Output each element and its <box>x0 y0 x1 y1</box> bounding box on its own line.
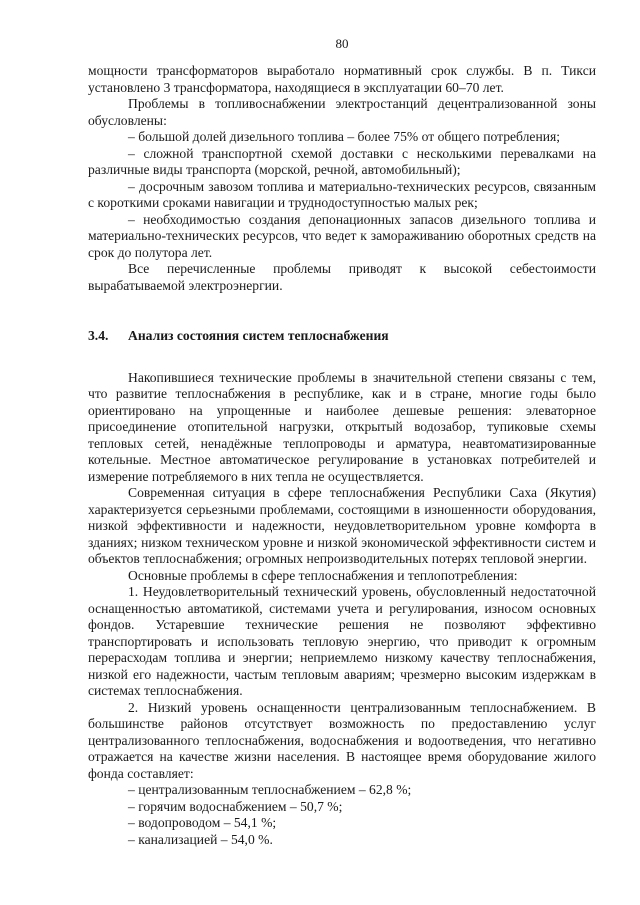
section-paragraph: 1. Неудовлетворительный технический уровень, обусловленный недостаточной оснащенностью автоматикой, системами учета и регулирования, износом основных фондов. Устаревшие технические решения не позволяют эффективно транспортировать и использовать тепловую энергию, что приводит к огромным перерасходам топлива и энергии; неприемлемо низкому качеству теплоснабжения, низкой его надежности, частым тепловым авариям; чрезмерно высоким издержкам в системах теплоснабжения. <box>88 584 596 698</box>
housing-equipment-item: – водопроводом – 54,1 %; <box>128 815 277 830</box>
section-title: Анализ состояния систем теплоснабжения <box>128 328 389 343</box>
housing-equipment-item: – горячим водоснабжением – 50,7 %; <box>128 798 343 814</box>
housing-equipment-item: – централизованным теплоснабжением – 62,8 %; <box>128 782 412 797</box>
conclusion-paragraph: Все перечисленные проблемы приводят к высокой себестоимости вырабатываемой электроэнергии. <box>88 261 596 293</box>
section-heading <box>88 328 596 345</box>
page-number: 80 <box>335 36 349 51</box>
fuel-problem-item: – большой долей дизельного топлива – более 75% от общего потребления; <box>128 129 561 144</box>
fuel-problem-item: – сложной транспортной схемой доставки с несколькими перевалками на различные виды транспорта (морской, речной, автомобильный); <box>88 145 596 177</box>
section-paragraph: Накопившиеся технические проблемы в значительной степени связаны с тем, что развитие теплоснабжения в республике, как и в стране, многие годы было ориентировано на упрощенные и наиболее дешевые решения: элеваторное присоединение отопительной нагрузки, открытый водозабор, тупиковые схемы тепловых сетей, ненадёжные теплопроводы и арматура, неавтоматизированные котельные. Местное автоматическое регулирование в установках потребителей и измерение потребляемого в них тепла не осуществляется. <box>88 369 596 484</box>
section-number: 3.4. <box>88 328 109 343</box>
section-paragraph: 2. Низкий уровень оснащенности централизованным теплоснабжением. В большинстве районов отсутствует возможность по предоставлению услуг централизованного теплоснабжения, водоснабжения и водоотведения, что негативно отражается на качестве жизни населения. В настоящее время оборудование жилого фонда составляет: <box>88 699 596 781</box>
intro-paragraph-continuation: мощности трансформаторов выработало нормативный срок службы. В п. Тикси установлено 3 трансформатора, находящиеся в эксплуатации 60–70 лет. <box>88 63 596 95</box>
housing-equipment-item: – канализацией – 54,0 %. <box>128 831 273 847</box>
fuel-problem-item: – досрочным завозом топлива и материально-технических ресурсов, связанным с короткими сроками навигации и труднодоступностью малых рек; <box>88 178 596 210</box>
section-paragraph: Современная ситуация в сфере теплоснабжения Республики Саха (Якутия) характеризуется серьезными проблемами, состоящими в изношенности оборудования, низкой эффективности и надежности, неудовлетворительном уровне комфорта в зданиях; низком техническом уровне и низкой экономической эффективности систем и объектов теплоснабжения; огромных непроизводительных потерях тепловой энергии. <box>88 485 596 566</box>
fuel-problem-item: – необходимостью создания депонационных запасов дизельного топлива и материально-технических ресурсов, что ведет к замораживанию оборотных средств на срок до полутора лет. <box>88 211 596 260</box>
fuel-problems-intro: Проблемы в топливоснабжении электростанций децентрализованной зоны обусловлены: <box>88 96 596 128</box>
section-paragraph: Основные проблемы в сфере теплоснабжения и теплопотребления: <box>128 567 518 583</box>
page-content <box>88 63 596 848</box>
